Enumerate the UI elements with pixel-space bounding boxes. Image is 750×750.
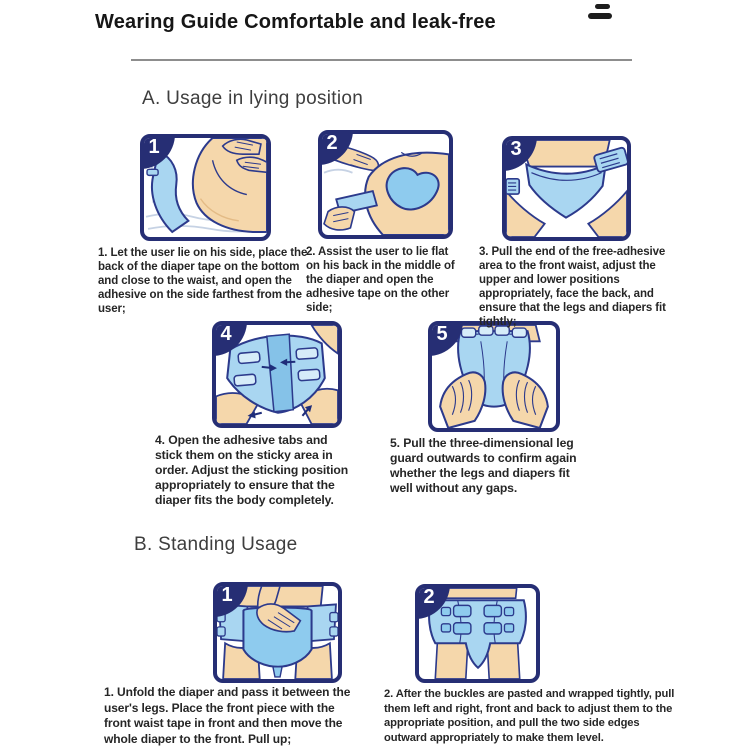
section-b-heading: B. Standing Usage	[134, 534, 298, 555]
section-a-heading: A. Usage in lying position	[142, 88, 364, 109]
step-number: 3	[510, 137, 522, 160]
step-caption-a3: 3. Pull the end of the free-adhesive area to the front waist, adjust the upper and lower positions appropriately, face the back, and ensure that the legs and diapers fit tightly;	[479, 246, 666, 328]
step-number: 5	[436, 322, 448, 345]
page-title: Wearing Guide Comfortable and leak-free	[95, 11, 496, 33]
step-caption-a5: 5. Pull the three-dimensional leg guard outwards to confirm again whether the legs and diapers fit well without any gaps.	[390, 436, 577, 495]
step-panel-a3	[502, 136, 631, 241]
menu-bar	[588, 13, 612, 19]
step-panel-b1	[213, 582, 342, 683]
step-panel-a5	[428, 321, 560, 432]
step-panel-a1	[140, 134, 271, 241]
step-panel-b2	[415, 584, 540, 683]
step-caption-a4: 4. Open the adhesive tabs and stick them on the sticky area in order. Adjust the sticking position appropriately to ensure that the diaper fits the body completely.	[155, 433, 349, 507]
step-number: 4	[220, 322, 232, 345]
step-caption-a2: 2. Assist the user to lie flat on his back in the middle of the diaper and open the adhesive tape on the other side;	[306, 246, 455, 314]
step-caption-a1: 1. Let the user lie on his side, place the back of the diaper tape on the bottom and close to the waist, and open the adhesive on the side farthest from the user;	[98, 247, 308, 315]
hamburger-menu-icon[interactable]	[588, 4, 612, 20]
step-number: 1	[148, 135, 160, 158]
step-number: 1	[221, 583, 233, 606]
step-caption-b2: 2. After the buckles are pasted and wrapped tightly, pull them left and right, front and back to adjust them to the appropriate position, and pull the two side edges outward appropriately to make them level.	[384, 688, 675, 744]
step-number: 2	[326, 131, 338, 154]
step-panel-a4	[212, 321, 342, 428]
header-divider	[131, 59, 632, 61]
menu-bar	[595, 4, 610, 9]
step-caption-b1: 1. Unfold the diaper and pass it between the user's legs. Place the front piece with the front waist tape in front and then move the whole diaper to the front. Pull up;	[104, 685, 351, 746]
step-number: 2	[423, 585, 435, 608]
step-panel-a2	[318, 130, 453, 239]
